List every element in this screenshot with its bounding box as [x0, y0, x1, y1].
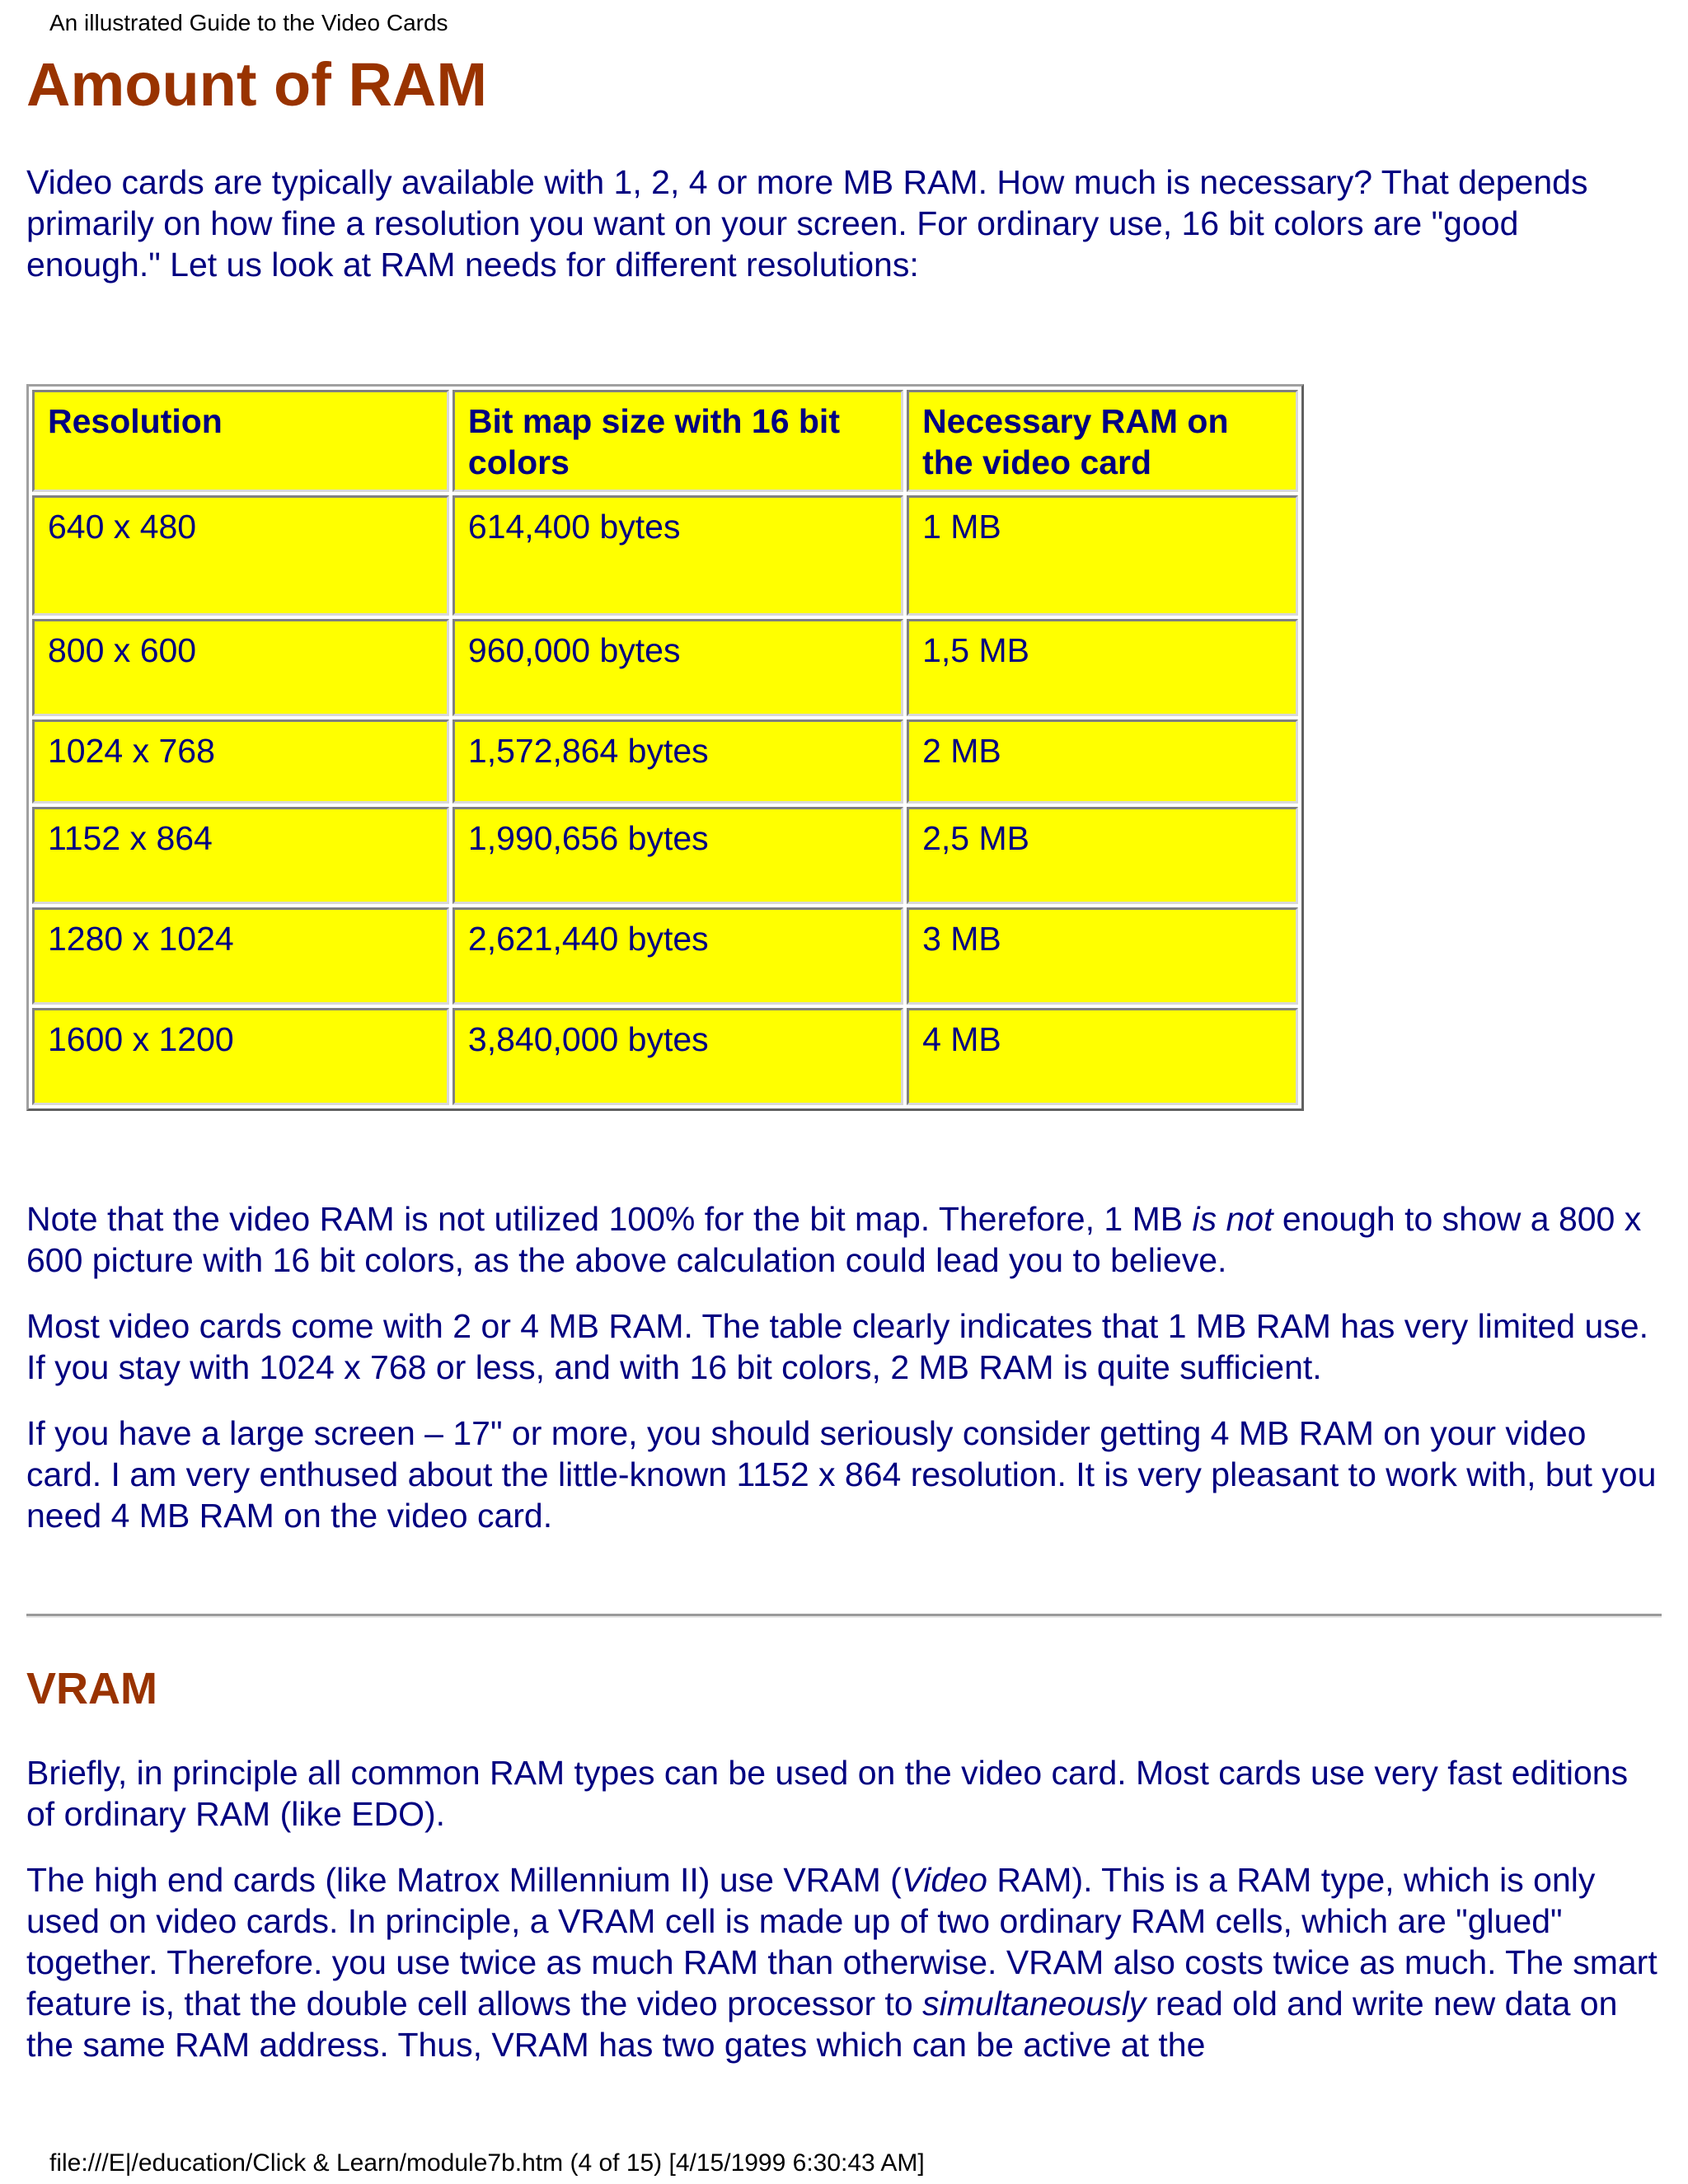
- page-title: Amount of RAM: [26, 50, 487, 119]
- intro-paragraph: Video cards are typically available with 1, 2, 4 or more MB RAM. How much is necessary? That depends primarily on how fine a resolution you want on your screen. For ordinary use, 16 bit colors are "good enough." Let us look at RAM needs for different resolutions:: [26, 163, 1588, 284]
- cell-bitmap-size: 3,840,000 bytes: [452, 1008, 903, 1105]
- vram-emphasis-simultaneously: simultaneously: [922, 1985, 1146, 2022]
- cell-resolution: 1152 x 864: [32, 807, 449, 904]
- cell-necessary-ram: 1 MB: [907, 495, 1298, 616]
- cell-bitmap-size: 960,000 bytes: [452, 619, 903, 716]
- cell-bitmap-size: 2,621,440 bytes: [452, 907, 903, 1005]
- cell-resolution: 1024 x 768: [32, 719, 449, 804]
- note-emphasis: is not: [1192, 1200, 1273, 1238]
- cell-resolution: 640 x 480: [32, 495, 449, 616]
- section-divider: [26, 1614, 1662, 1618]
- table-header-row: [32, 390, 1298, 492]
- cell-necessary-ram: 2 MB: [907, 719, 1298, 804]
- table-row: [32, 907, 1298, 1005]
- cell-resolution: 1600 x 1200: [32, 1008, 449, 1105]
- table-row: [32, 1008, 1298, 1105]
- cell-necessary-ram: 4 MB: [907, 1008, 1298, 1105]
- table-row: [32, 807, 1298, 904]
- print-header: An illustrated Guide to the Video Cards: [49, 10, 448, 35]
- table-row: [32, 619, 1298, 716]
- cell-necessary-ram: 3 MB: [907, 907, 1298, 1005]
- vram-paragraph-intro: Briefly, in principle all common RAM types can be used on the video card. Most cards use very fast editions of ordinary RAM (like EDO).: [26, 1754, 1629, 1833]
- ram-requirements-table: [26, 384, 1304, 1111]
- cell-necessary-ram: 2,5 MB: [907, 807, 1298, 904]
- note-paragraph-common-sizes: Most video cards come with 2 or 4 MB RAM. The table clearly indicates that 1 MB RAM has very limited use. If you stay with 1024 x 768 or less, and with 16 bit colors, 2 MB RAM is quite sufficient.: [26, 1307, 1648, 1386]
- note-paragraph-utilization: [26, 1198, 1662, 1281]
- cell-bitmap-size: 1,572,864 bytes: [452, 719, 903, 804]
- table-row: [32, 495, 1298, 616]
- table-header-necessary-ram: Necessary RAM on the video card: [907, 390, 1298, 492]
- note-paragraph-large-screen: If you have a large screen – 17" or more, you should seriously consider getting 4 MB RAM on your video card. I am very enthused about the little-known 1152 x 864 resolution. It is very pleasant to work with, but you need 4 MB RAM on the video card.: [26, 1414, 1657, 1535]
- table-header-bitmap-size: Bit map size with 16 bit colors: [452, 390, 903, 492]
- cell-necessary-ram: 1,5 MB: [907, 619, 1298, 716]
- cell-bitmap-size: 1,990,656 bytes: [452, 807, 903, 904]
- table-header-resolution: Resolution: [32, 390, 449, 492]
- print-footer: file:///E|/education/Click & Learn/module7b.htm (4 of 15) [4/15/1999 6:30:43 AM]: [49, 2149, 925, 2177]
- vram-text-part: read old and write new data on the same RAM address. Thus, VRAM has two gates which can be active at the: [26, 1985, 1618, 2064]
- vram-emphasis-video: Video: [901, 1861, 987, 1899]
- vram-text-part: RAM). This is a RAM type, which is only used on video cards. In principle, a VRAM cell is made up of two ordinary RAM cells, which are "glued" together. Therefore. you use twice as much RAM than otherwise. VRAM also costs twice as much. The smart feature is, that the double cell allows the video processor to: [26, 1861, 1658, 2022]
- table-row: [32, 719, 1298, 804]
- cell-bitmap-size: 614,400 bytes: [452, 495, 903, 616]
- vram-paragraph-details: [26, 1859, 1662, 2065]
- note-text-part: enough to show a 800 x 600 picture with 16 bit colors, as the above calculation could lead you to believe.: [26, 1200, 1642, 1279]
- cell-resolution: 800 x 600: [32, 619, 449, 716]
- note-text-part: Note that the video RAM is not utilized 100% for the bit map. Therefore, 1 MB: [26, 1200, 1193, 1238]
- cell-resolution: 1280 x 1024: [32, 907, 449, 1005]
- vram-text-part: The high end cards (like Matrox Millennium II) use VRAM (: [26, 1861, 902, 1899]
- section-title-vram: VRAM: [26, 1664, 157, 1713]
